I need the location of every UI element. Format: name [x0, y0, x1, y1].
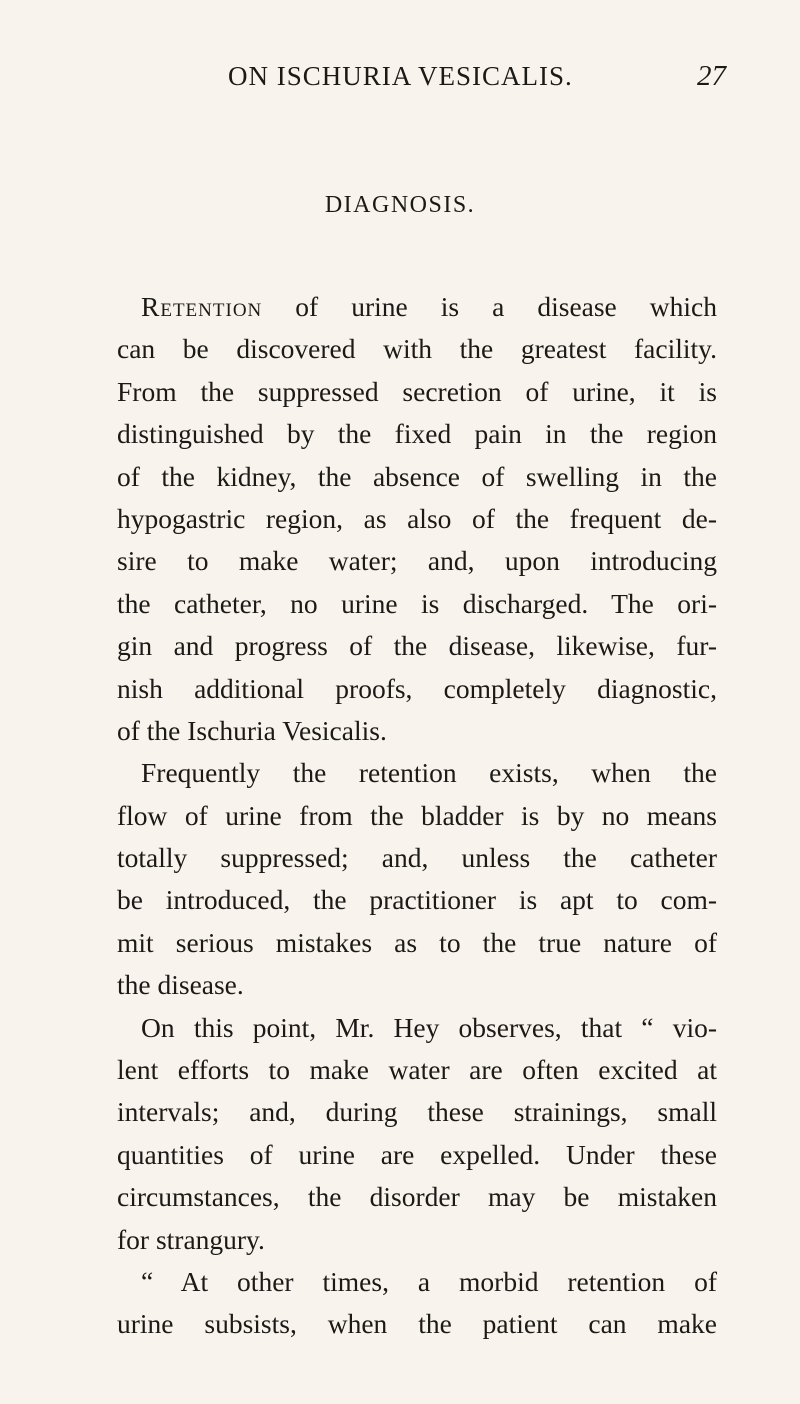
- text-line: lent efforts to make water are often excited at: [117, 1054, 717, 1086]
- text-line: the disease.: [117, 969, 244, 1001]
- text-line: urine subsists, when the patient can make: [117, 1308, 717, 1340]
- paragraph: [117, 286, 717, 752]
- text-line: hypogastric region, as also of the frequent de-: [117, 502, 717, 534]
- paragraph: [117, 1007, 717, 1261]
- text-line: Frequently the retention exists, when the: [141, 757, 717, 789]
- body-text: [117, 286, 717, 1346]
- text-line: intervals; and, during these strainings, small: [117, 1096, 717, 1128]
- text-line: nish additional proofs, completely diagnostic,: [117, 672, 717, 704]
- line-text: of urine is a disease which: [262, 291, 717, 322]
- text-line: the catheter, no urine is discharged. The ori-: [117, 587, 717, 619]
- running-head: [0, 56, 800, 96]
- text-line: quantities of urine are expelled. Under these: [117, 1138, 717, 1170]
- text-line: flow of urine from the bladder is by no means: [117, 799, 717, 831]
- text-line: can be discovered with the greatest facility.: [117, 333, 717, 365]
- text-line: for strangury.: [117, 1223, 265, 1255]
- text-line: mit serious mistakes as to the true nature of: [117, 926, 717, 958]
- paragraph: [117, 1261, 717, 1346]
- section-heading: DIAGNOSIS.: [324, 192, 476, 218]
- text-line: of the Ischuria Vesicalis.: [117, 714, 387, 746]
- text-line: totally suppressed; and, unless the catheter: [117, 842, 717, 874]
- text-line: [117, 286, 717, 328]
- text-line: “ At other times, a morbid retention of: [141, 1265, 717, 1297]
- text-line: be introduced, the practitioner is apt to com-: [117, 884, 717, 916]
- text-line: From the suppressed secretion of urine, it is: [117, 375, 717, 407]
- text-line: circumstances, the disorder may be mistaken: [117, 1181, 717, 1213]
- lead-word: Retention: [141, 291, 263, 322]
- paragraph: [117, 752, 717, 1006]
- text-line: sire to make water; and, upon introducing: [117, 545, 717, 577]
- text-line: distinguished by the fixed pain in the region: [117, 418, 717, 450]
- text-line: of the kidney, the absence of swelling in the: [117, 460, 717, 492]
- running-title: ON ISCHURIA VESICALIS.: [228, 61, 573, 91]
- page-number: 27: [697, 60, 726, 92]
- text-line: gin and progress of the disease, likewise, fur-: [117, 630, 717, 662]
- text-line: On this point, Mr. Hey observes, that “ vio-: [141, 1011, 717, 1043]
